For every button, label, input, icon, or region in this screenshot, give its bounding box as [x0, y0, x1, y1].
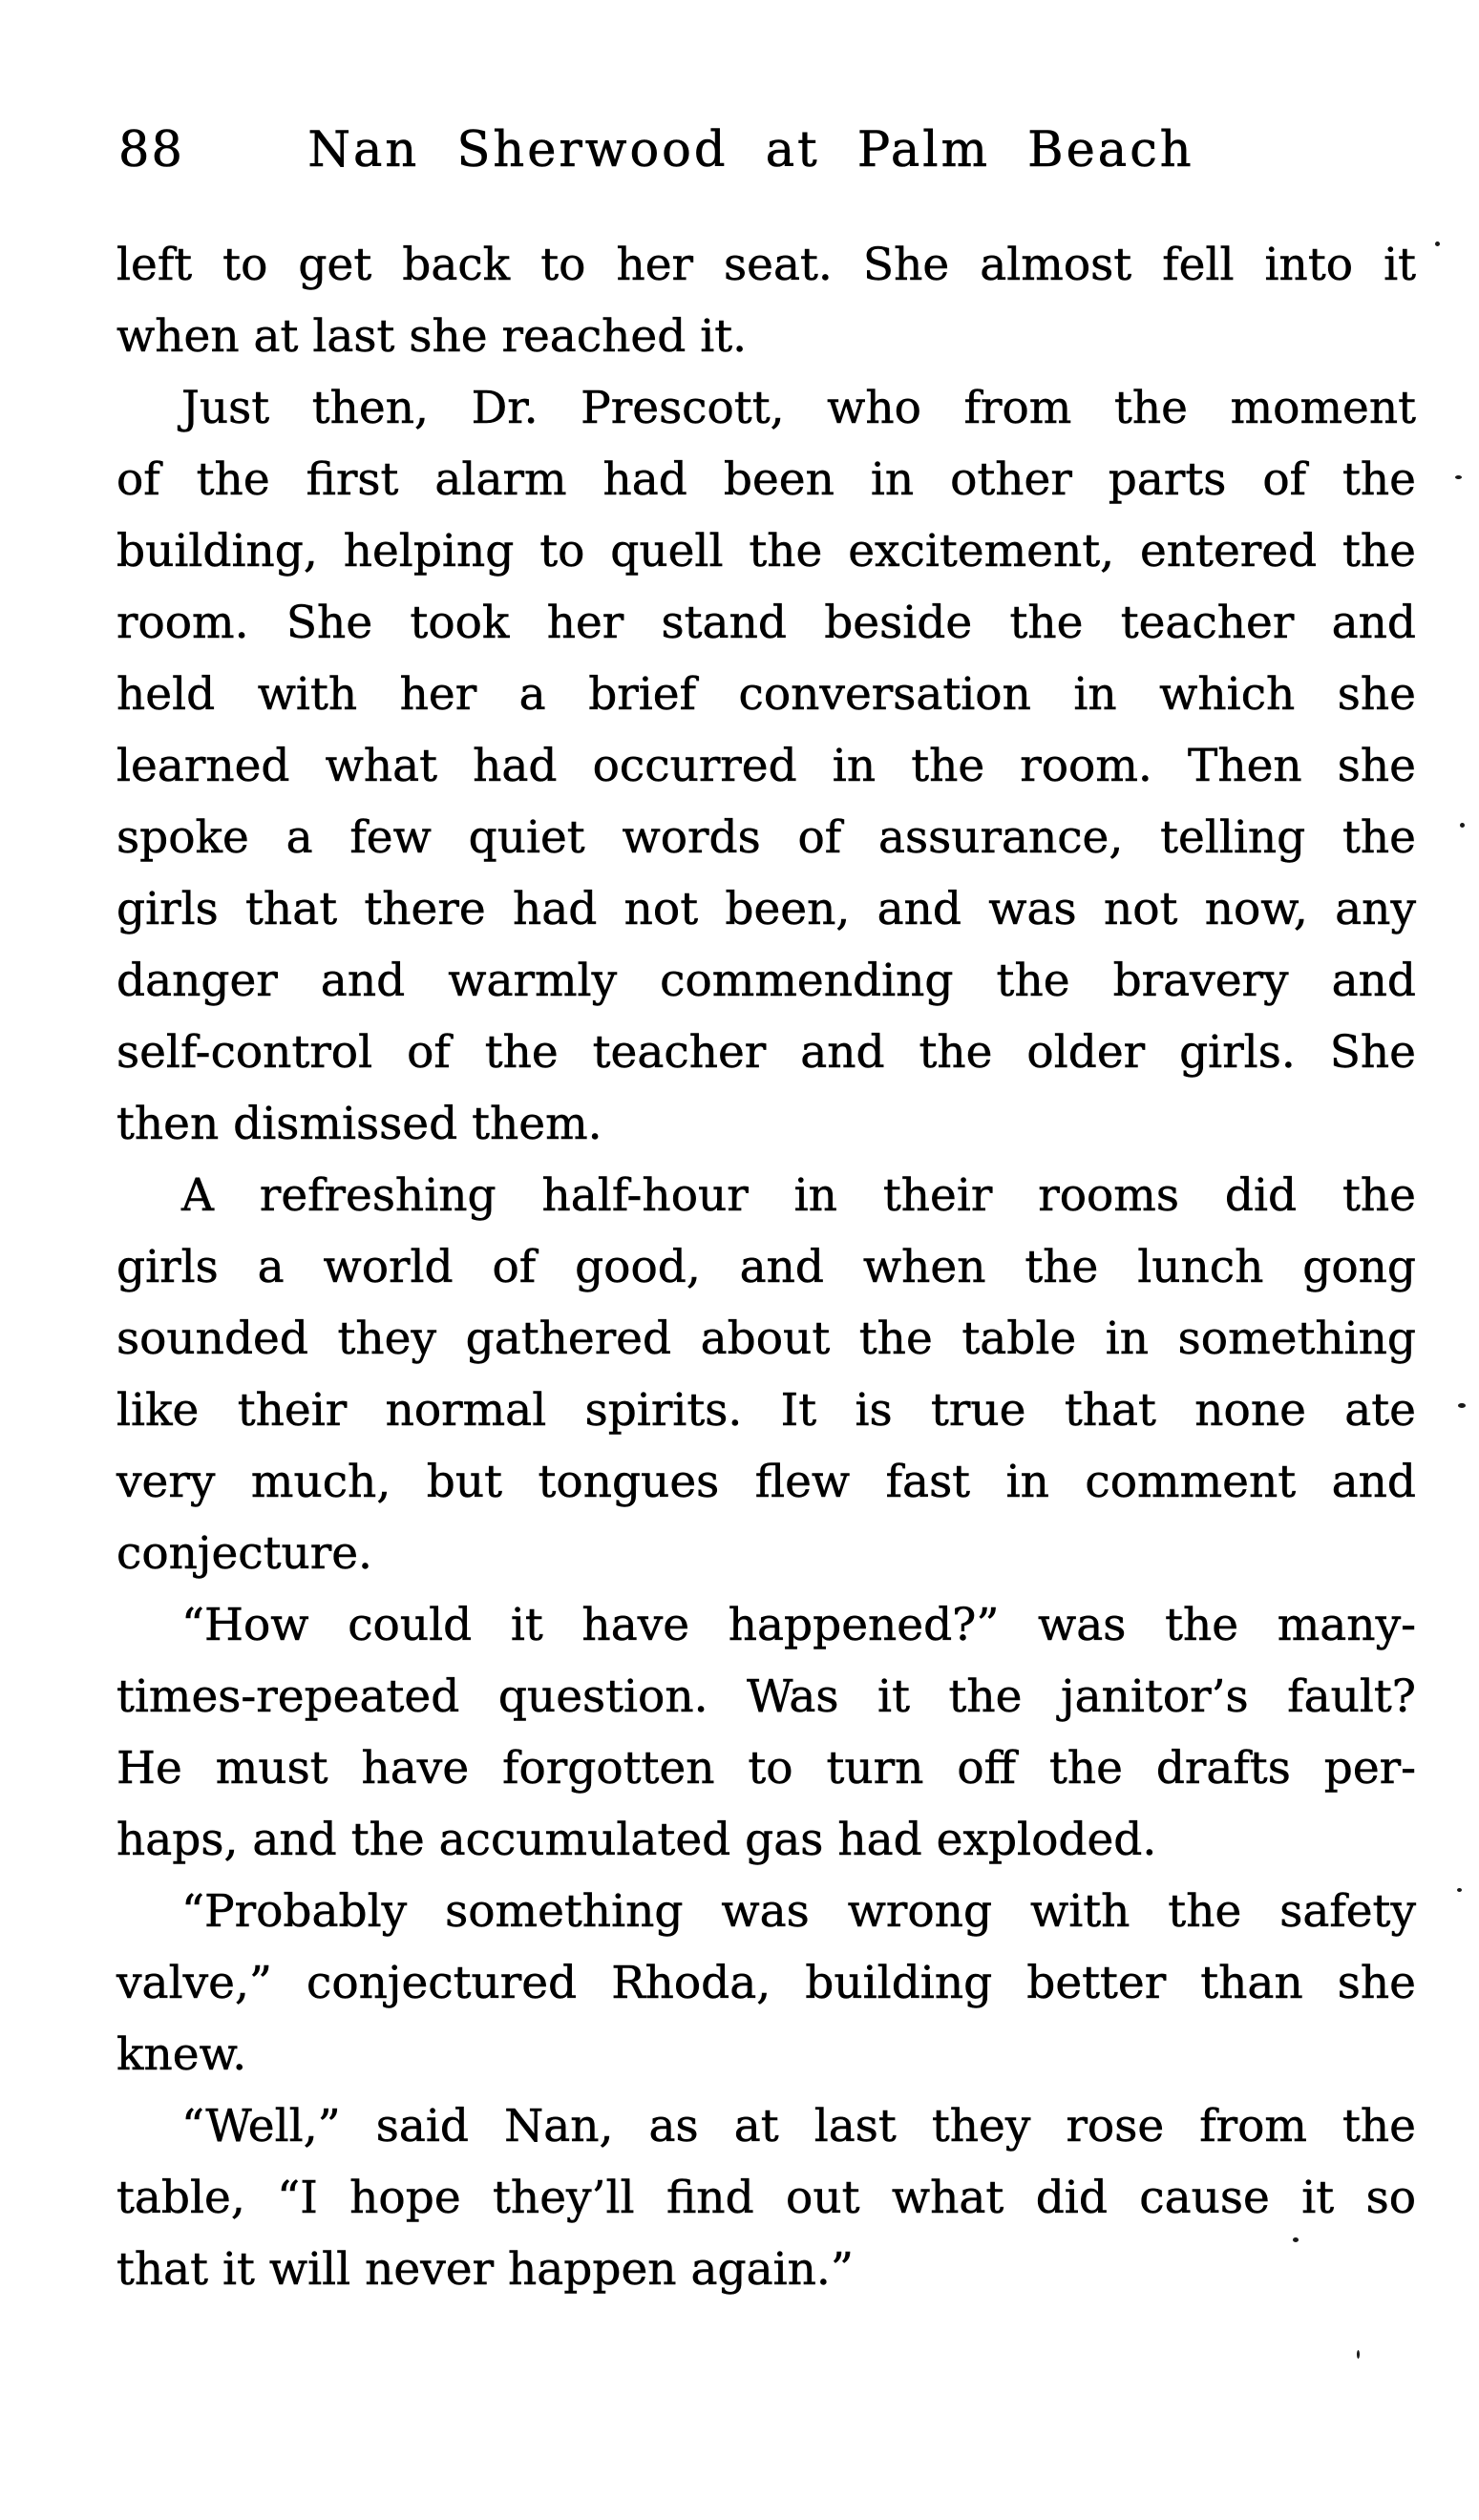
text-line: Just then, Dr. Prescott, who from the moment — [181, 382, 1416, 434]
text-line: room. She took her stand beside the teacher and — [116, 597, 1416, 649]
text-line: of the first alarm had been in other parts of the — [116, 453, 1416, 506]
text-line: valve,” conjectured Rhoda, building better than she — [116, 1957, 1416, 2009]
text-line: table, “I hope they’ll find out what did cause it so — [116, 2172, 1416, 2224]
text-line: that it will never happen again.” — [116, 2243, 854, 2296]
text-line: girls that there had not been, and was not now, any — [116, 883, 1416, 935]
text-line: conjecture. — [116, 1527, 372, 1580]
text-line: building, helping to quell the excitement, entered the — [116, 525, 1416, 578]
scan-speck — [1435, 242, 1440, 246]
text-line: spoke a few quiet words of assurance, telling the — [116, 811, 1416, 864]
text-line: girls a world of good, and when the lunch gong — [116, 1241, 1416, 1293]
text-line: like their normal spirits. It is true that none ate — [116, 1384, 1416, 1437]
text-line: A refreshing half-hour in their rooms did the — [181, 1169, 1416, 1222]
scan-speck — [1293, 2237, 1299, 2242]
page-body — [116, 229, 1416, 2305]
text-line: when at last she reached it. — [116, 310, 748, 363]
text-line: learned what had occurred in the room. Then she — [116, 740, 1416, 792]
page-header — [0, 122, 1479, 183]
scan-speck — [1458, 1403, 1466, 1408]
scan-speck — [1457, 1888, 1462, 1892]
text-line: very much, but tongues flew fast in comment and — [116, 1456, 1416, 1508]
text-line: haps, and the accumulated gas had exploded. — [116, 1814, 1157, 1866]
text-line: self-control of the teacher and the older girls. She — [116, 1026, 1416, 1079]
text-line: “Well,” said Nan, as at last they rose from the — [181, 2100, 1416, 2152]
text-line: “How could it have happened?” was the many- — [181, 1599, 1416, 1651]
scan-speck — [1460, 823, 1465, 828]
text-line: sounded they gathered about the table in something — [116, 1312, 1416, 1365]
text-line: He must have forgotten to turn off the drafts per- — [116, 1742, 1416, 1795]
scan-speck — [1357, 2350, 1360, 2359]
running-title: Nan Sherwood at Palm Beach — [307, 122, 1194, 178]
text-line: times-repeated question. Was it the janitor’s fault? — [116, 1670, 1416, 1723]
text-line: then dismissed them. — [116, 1098, 602, 1150]
text-line: left to get back to her seat. She almost fell into it — [116, 239, 1416, 291]
text-line: knew. — [116, 2028, 247, 2081]
page-number: 88 — [118, 122, 184, 178]
text-line: held with her a brief conversation in which she — [116, 668, 1416, 721]
scan-speck — [1455, 475, 1462, 479]
text-line: danger and warmly commending the bravery and — [116, 955, 1416, 1007]
text-line: “Probably something was wrong with the safety — [181, 1885, 1416, 1938]
